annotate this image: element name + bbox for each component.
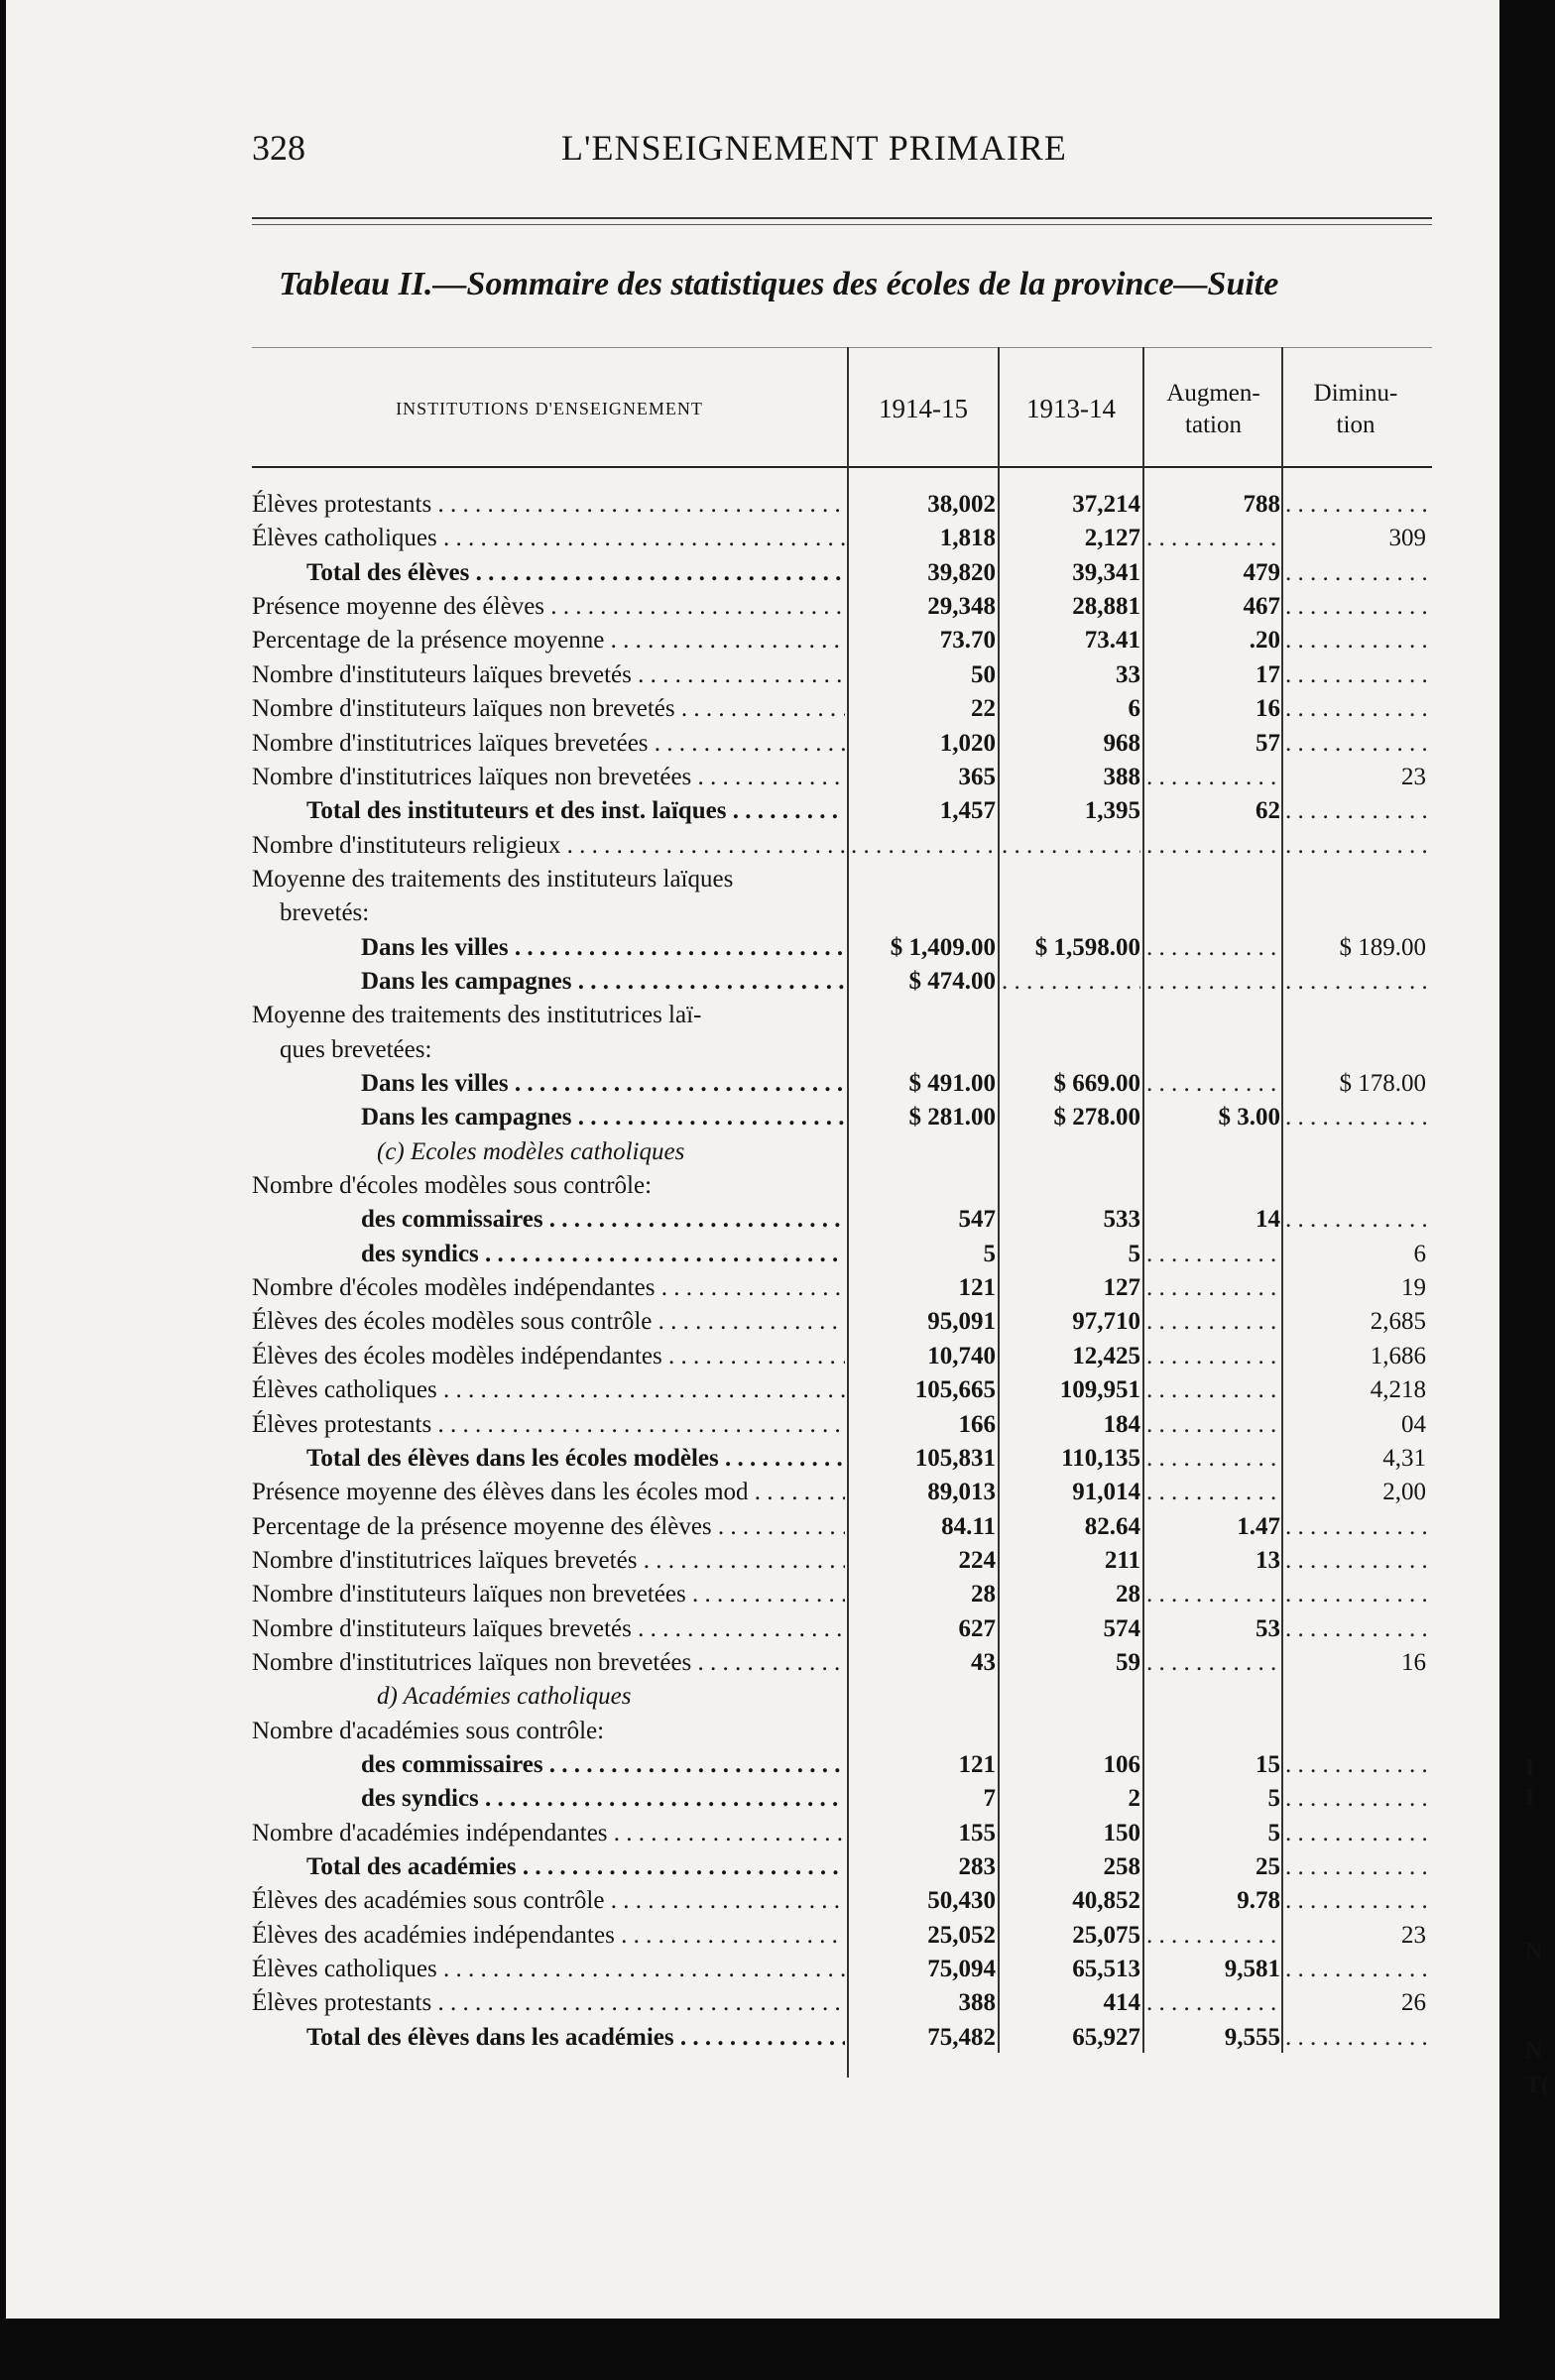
cell-aug-empty [1146,1476,1280,1509]
col-header-augmentation [1146,357,1280,461]
cell-dim-empty [1285,556,1426,590]
table-row [6,1169,1499,1203]
table-row [6,1850,1499,1884]
cell-v1914: 10,740 [927,1342,996,1369]
cell-v1913: 211 [1104,1546,1140,1574]
cell-v1913: 73.41 [1084,627,1140,654]
cell-dim-empty [1285,1578,1426,1611]
cell-aug: 9,581 [1224,1956,1280,1982]
scan-right-margin [1499,0,1555,2380]
table-row [6,1680,1499,1714]
row-label: Élèves protestants . . . [252,488,845,522]
cell-v1913: 110,135 [1061,1444,1140,1472]
row-label: Élèves catholiques . . . [252,1953,845,1986]
table-row [6,522,1499,555]
cell-v1913: 82.64 [1084,1512,1140,1540]
cell-aug: 15 [1256,1751,1280,1778]
row-label: Élèves catholiques . . . [252,522,845,555]
table-row [6,488,1499,522]
row-label: Total des élèves dans les académies . . . [306,2021,845,2055]
cell-v1914: 75,094 [927,1956,996,1982]
table-row [6,1612,1499,1646]
cell-dim-empty [1285,488,1426,522]
row-label: Nombre d'institutrices laïques brevetées . . . [252,727,845,761]
cell-aug: $ 3.00 [1218,1104,1280,1131]
row-label: Nombre d'instituteurs laïques non brevetés . . . [252,692,845,726]
cell-v1913: 37,214 [1072,491,1140,518]
header-rule [252,217,1432,219]
cell-aug: 53 [1256,1614,1280,1642]
table-row [6,761,1499,794]
cell-v1913: 388 [1103,763,1140,790]
cell-aug-empty [1146,1646,1280,1680]
page-header [6,127,1499,177]
cell-v1914: 28 [971,1581,996,1608]
table-row [6,658,1499,692]
table-row [6,1408,1499,1442]
cell-dim-empty [1285,2021,1426,2055]
cell-v1914: 38,002 [927,491,996,518]
cell-v1914: 50,430 [927,1887,996,1915]
cell-v1914: 22 [971,695,996,723]
cell-v1913: 59 [1116,1648,1140,1676]
diminution-line2: tion [1336,411,1376,438]
cell-v1914: 1,457 [939,797,996,825]
cell-v1914: 89,013 [927,1479,996,1506]
row-label: Dans les campagnes . . . [361,965,845,999]
table-row [6,590,1499,624]
cell-aug: 25 [1256,1853,1280,1880]
cell-dim-empty [1285,1203,1426,1237]
cell-aug-empty [1146,1271,1280,1305]
row-label: Moyenne des traitements des instituteurs laïques [252,865,734,892]
table-row [6,1817,1499,1850]
table-row [6,2021,1499,2055]
cell-v1914: 39,820 [927,558,996,586]
cell-aug-empty [1146,1919,1280,1953]
cell-dim-empty [1285,658,1426,692]
cell-dim: 26 [1401,1989,1426,2017]
row-label: Présence moyenne des élèves . . . [252,590,845,624]
cell-v1913: 414 [1103,1989,1140,2017]
table-row [6,727,1499,761]
cell-v1914: 50 [971,660,996,688]
row-label: des commissaires . . . [361,1203,845,1237]
row-label: Nombre d'instituteurs laïques non brevetées . . . [252,1578,845,1611]
cell-v1913: 1,395 [1084,797,1140,825]
cell-v1914: 5 [983,1240,996,1267]
cell-v1914: $ 474.00 [908,967,996,995]
cell-dim: 4,31 [1382,1444,1426,1472]
adjacent-page-fragment: I [1525,1785,1535,1811]
cell-v1914: 75,482 [927,2023,996,2051]
row-label: Dans les campagnes . . . [361,1101,845,1134]
table-row [6,1373,1499,1407]
table-row [6,1135,1499,1169]
table-row [6,1101,1499,1134]
cell-v1914: 1,818 [939,525,996,552]
cell-v1913: 184 [1103,1410,1140,1438]
cell-v1914: 121 [958,1751,996,1778]
row-label: Nombre d'instituteurs laïques brevetés . . . [252,658,845,692]
table-row [6,1442,1499,1476]
cell-v1914: 388 [958,1989,996,2017]
cell-v1913: 150 [1103,1819,1140,1846]
cell-dim: 1,686 [1370,1342,1426,1369]
cell-v1913: 33 [1116,660,1140,688]
cell-v1913: 91,014 [1072,1479,1140,1506]
table-row [6,965,1499,999]
cell-dim-empty [1285,727,1426,761]
row-label: Percentage de la présence moyenne des élèves . . . [252,1510,845,1544]
cell-aug-empty [1146,1373,1280,1407]
cell-v1914: 627 [958,1614,996,1642]
cell-dim-empty [1285,624,1426,657]
augmentation-line1: Augmen- [1166,380,1260,408]
cell-dim-empty [1285,1101,1426,1134]
row-label: Total des élèves dans les écoles modèles . . . [306,1442,845,1476]
cell-aug-empty [1146,931,1280,965]
cell-aug: 16 [1256,695,1280,723]
cell-v1914: 95,091 [927,1308,996,1336]
row-label: Élèves catholiques . . . [252,1373,845,1407]
table-row [6,1067,1499,1101]
row-label: Total des élèves . . . [306,556,845,590]
cell-aug: 788 [1243,491,1280,518]
cell-aug-empty [1146,965,1280,999]
table-row [6,1510,1499,1544]
col-header-diminution [1285,357,1426,461]
table-row [6,1748,1499,1782]
row-label: Nombre d'instituteurs religieux . . . [252,829,845,863]
cell-v1914: $ 1,409.00 [890,933,996,961]
cell-v1913: 12,425 [1072,1342,1140,1369]
cell-v1913: 106 [1103,1751,1140,1778]
cell-v1914: 155 [958,1819,996,1846]
cell-v1913: 40,852 [1072,1887,1140,1915]
row-label: Total des académies . . . [306,1850,845,1884]
cell-dim: $ 178.00 [1339,1070,1426,1097]
cell-aug-empty [1146,1442,1280,1476]
cell-dim-empty [1285,1953,1426,1986]
table-row [6,1646,1499,1680]
row-label: ques brevetées: [280,1035,432,1063]
table-row [6,1715,1499,1748]
cell-dim-empty [1285,1510,1426,1544]
cell-dim-empty [1285,1544,1426,1578]
table-top-rule [252,347,1432,348]
table-row [6,1271,1499,1305]
table-row [6,1782,1499,1816]
row-label: des commissaires . . . [361,1748,845,1782]
cell-v1914-empty [851,829,996,863]
cell-v1913: 5 [1128,1240,1140,1267]
cell-aug-empty [1146,1340,1280,1373]
cell-aug-empty [1146,829,1280,863]
row-label: Nombre d'instituteurs laïques brevetés . . . [252,1612,845,1646]
cell-dim: 16 [1401,1648,1426,1676]
cell-aug-empty [1146,1305,1280,1339]
row-label: Nombre d'institutrices laïques non brevetées . . . [252,761,845,794]
cell-dim-empty [1285,590,1426,624]
cell-v1913-empty [1002,965,1140,999]
cell-aug: 467 [1243,593,1280,620]
table-row [6,692,1499,726]
table-row [6,999,1499,1032]
cell-aug: 14 [1256,1206,1280,1234]
row-label: des syndics . . . [361,1238,845,1271]
cell-v1914: 105,831 [914,1444,996,1472]
table-row [6,931,1499,965]
cell-v1913: 65,927 [1072,2023,1140,2051]
row-label: Élèves des académies sous contrôle . . . [252,1884,845,1918]
cell-dim: 4,218 [1370,1376,1426,1404]
cell-dim-empty [1285,829,1426,863]
table-row [6,896,1499,930]
cell-aug: 5 [1267,1819,1280,1846]
table-row [6,1953,1499,1986]
document-page [6,0,1499,2320]
row-label: Élèves des écoles modèles indépendantes . . . [252,1340,845,1373]
cell-v1914: 1,020 [939,729,996,757]
cell-aug: 9.78 [1237,1887,1280,1915]
cell-dim: 6 [1413,1240,1426,1267]
cell-v1913: 2,127 [1084,525,1140,552]
cell-dim-empty [1285,1817,1426,1850]
cell-v1914: 121 [958,1274,996,1302]
cell-v1914: 105,665 [914,1376,996,1404]
table-row [6,1476,1499,1509]
scan-bottom-band [0,2319,1555,2380]
table-row [6,1305,1499,1339]
cell-aug: 57 [1256,729,1280,757]
cell-v1913: 2 [1128,1785,1140,1813]
cell-aug: 62 [1256,797,1280,825]
cell-v1914: 25,052 [927,1921,996,1949]
cell-v1913: 258 [1103,1853,1140,1880]
cell-dim: $ 189.00 [1339,933,1426,961]
table-row [6,1340,1499,1373]
row-label: d) Académies catholiques [377,1683,632,1711]
cell-aug: 1.47 [1237,1512,1280,1540]
table-row [6,829,1499,863]
table-row [6,1544,1499,1578]
table-row [6,863,1499,896]
cell-aug: 13 [1256,1546,1280,1574]
cell-dim-empty [1285,965,1426,999]
row-label: Nombre d'académies indépendantes . . . [252,1817,845,1850]
row-label: Présence moyenne des élèves dans les écoles mod . . . [252,1476,845,1509]
cell-v1913: 25,075 [1072,1921,1140,1949]
page-number: 328 [252,128,305,168]
cell-v1914: 84.11 [941,1512,996,1540]
cell-dim-empty [1285,794,1426,828]
cell-v1914: $ 281.00 [908,1104,996,1131]
row-label: Percentage de la présence moyenne . . . [252,624,845,657]
table-row [6,1578,1499,1611]
cell-dim: 309 [1388,525,1426,552]
row-label: Nombre d'institutrices laïques non brevetées . . . [252,1646,845,1680]
augmentation-line2: tation [1185,411,1242,438]
cell-v1914: $ 491.00 [908,1070,996,1097]
table-header-rule [252,466,1432,468]
cell-dim: 2,00 [1382,1479,1426,1506]
col-header-institutions: INSTITUTIONS D'ENSEIGNEMENT [396,399,703,419]
cell-v1913: 968 [1103,729,1140,757]
cell-v1913: 127 [1103,1274,1140,1302]
row-label: Nombre d'écoles modèles sous contrôle: [252,1172,653,1199]
col-header-1913: 1913-14 [1026,393,1116,423]
header-rule-thin [252,224,1432,225]
row-label: Moyenne des traitements des institutrices laï- [252,1002,702,1029]
adjacent-page-fragment: T( [1525,2073,1549,2098]
table-row [6,1203,1499,1237]
cell-v1913: $ 1,598.00 [1034,933,1140,961]
table-row [6,1919,1499,1953]
cell-v1914: 43 [971,1648,996,1676]
cell-v1914: 547 [958,1206,996,1234]
table-row [6,794,1499,828]
cell-aug: 17 [1256,660,1280,688]
table-row [6,1986,1499,2020]
cell-v1913: $ 669.00 [1053,1070,1140,1097]
cell-v1913: 533 [1103,1206,1140,1234]
row-label: Nombre d'institutrices laïques brevetés . . . [252,1544,845,1578]
row-label: Élèves protestants . . . [252,1408,845,1442]
cell-v1913: $ 278.00 [1053,1104,1140,1131]
cell-aug-empty [1146,522,1280,555]
adjacent-page-fragment: I [1525,1755,1535,1781]
cell-v1914: 73.70 [939,627,996,654]
row-label: Dans les villes . . . [361,931,845,965]
cell-aug: 9,555 [1224,2023,1280,2051]
cell-v1914: 7 [983,1785,996,1813]
cell-v1913: 28,881 [1072,593,1140,620]
cell-v1913: 574 [1103,1614,1140,1642]
cell-v1913: 28 [1116,1581,1140,1608]
cell-v1914: 224 [958,1546,996,1574]
cell-aug-empty [1146,1238,1280,1271]
row-label: Dans les villes . . . [361,1067,845,1101]
table-row [6,1884,1499,1918]
cell-aug-empty [1146,1578,1280,1611]
cell-aug-empty [1146,1067,1280,1101]
row-label: Nombre d'écoles modèles indépendantes . . . [252,1271,845,1305]
row-label: brevetés: [280,899,370,927]
table-title: Tableau II.—Sommaire des statistiques des écoles de la province—Suite [279,266,1279,302]
cell-v1914: 365 [958,763,996,790]
running-title: L'ENSEIGNEMENT PRIMAIRE [561,128,1067,168]
row-label: Nombre d'académies sous contrôle: [252,1717,605,1744]
cell-v1913: 39,341 [1072,558,1140,586]
row-label: Élèves des écoles modèles sous contrôle . . . [252,1305,845,1339]
table-row [6,624,1499,657]
cell-v1913: 97,710 [1072,1308,1140,1336]
cell-dim-empty [1285,1612,1426,1646]
cell-dim-empty [1285,1850,1426,1884]
cell-v1914: 166 [958,1410,996,1438]
cell-aug: .20 [1249,627,1280,654]
row-label: Élèves des académies indépendantes . . . [252,1919,845,1953]
cell-aug-empty [1146,1986,1280,2020]
col-header-1914: 1914-15 [879,393,968,423]
adjacent-page-fragment: N [1525,2038,1543,2064]
row-label: Élèves protestants . . . [252,1986,845,2020]
cell-aug: 5 [1267,1785,1280,1813]
cell-dim: 2,685 [1370,1308,1426,1336]
table-row [6,1238,1499,1271]
table-row [6,556,1499,590]
cell-dim: 23 [1401,763,1426,790]
cell-dim-empty [1285,1884,1426,1918]
cell-dim-empty [1285,1782,1426,1816]
cell-v1913: 109,951 [1059,1376,1140,1404]
cell-v1914: 29,348 [927,593,996,620]
cell-dim-empty [1285,1748,1426,1782]
cell-dim: 23 [1401,1921,1426,1949]
row-label: (c) Ecoles modèles catholiques [377,1137,685,1165]
cell-v1913: 65,513 [1072,1956,1140,1982]
cell-aug-empty [1146,1408,1280,1442]
cell-v1913-empty [1002,829,1140,863]
cell-aug: 479 [1243,558,1280,586]
cell-dim-empty [1285,692,1426,726]
diminution-line1: Diminu- [1313,380,1398,408]
cell-dim: 04 [1401,1410,1426,1438]
table-row [6,1033,1499,1067]
adjacent-page-fragment: N [1525,1939,1543,1964]
cell-v1913: 6 [1128,695,1140,723]
cell-v1914: 283 [958,1853,996,1880]
cell-dim: 19 [1401,1274,1426,1302]
row-label: Total des instituteurs et des inst. laïques . . . [306,794,845,828]
cell-aug-empty [1146,761,1280,794]
row-label: des syndics . . . [361,1782,845,1816]
